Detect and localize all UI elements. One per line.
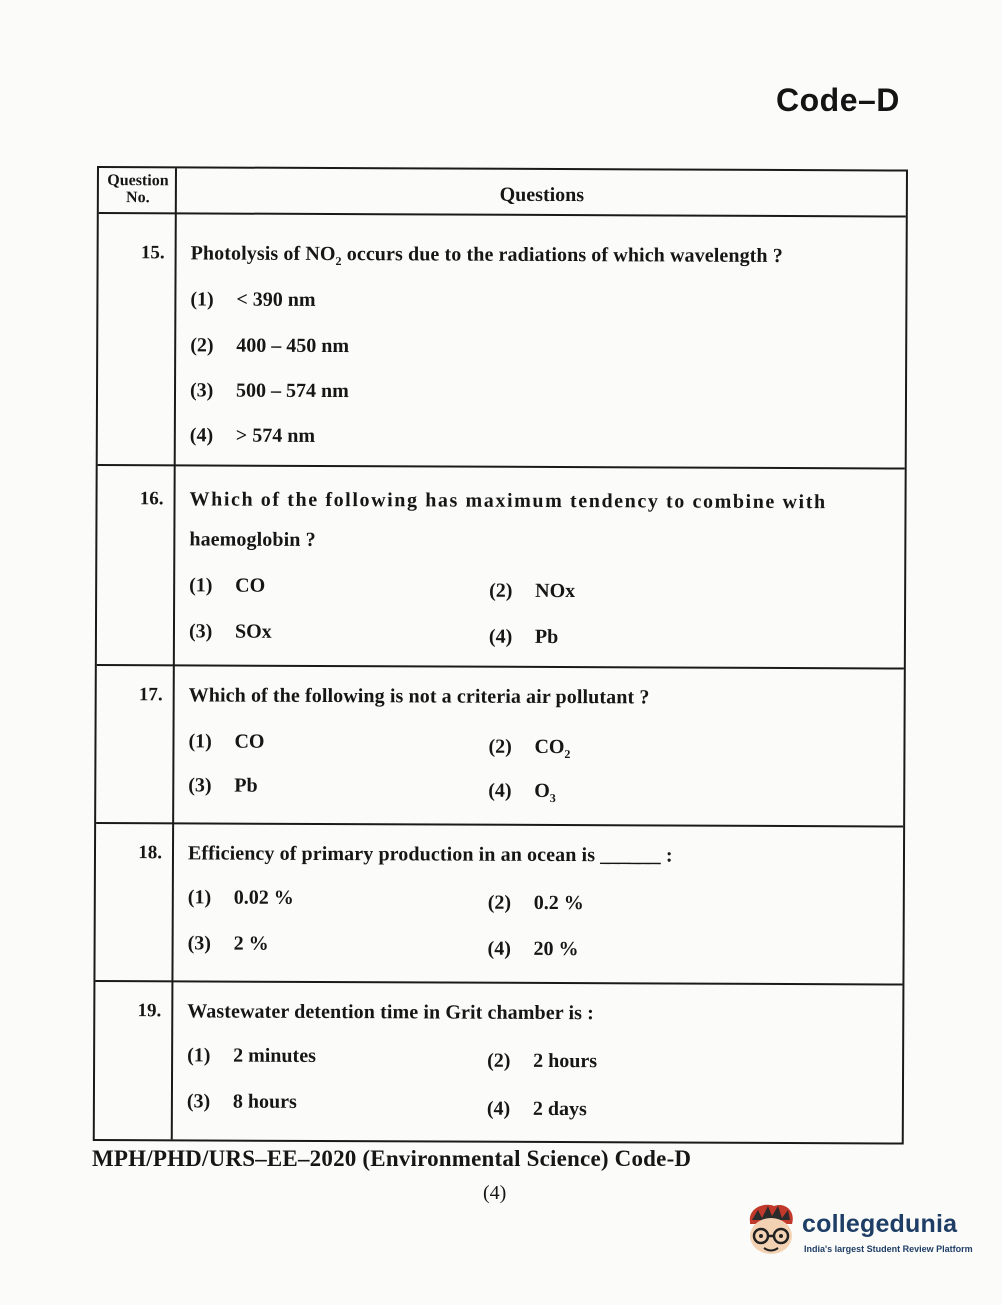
- option-text: 2 minutes: [233, 1044, 316, 1067]
- row-separator: [98, 464, 905, 470]
- option-number: (4): [486, 1097, 511, 1120]
- question-number-17: 17.: [138, 684, 163, 706]
- question-text-16-line1: Which of the following has maximum tendency to combine with: [189, 488, 827, 514]
- question-15-text-pre: Photolysis of NO: [190, 242, 336, 266]
- option-number: (3): [189, 379, 214, 402]
- option-number: (3): [186, 1090, 211, 1113]
- logo-tagline: India's largest Student Review Platform: [804, 1244, 973, 1254]
- logo-brand-name: collegedunia: [802, 1210, 958, 1238]
- option-number: (2): [190, 334, 214, 357]
- question-18-option-3: [188, 932, 269, 955]
- question-17-option-3: [188, 774, 257, 797]
- question-19-option-1: [187, 1044, 316, 1068]
- option-number: (2): [487, 1049, 511, 1072]
- option-number: (1): [190, 288, 214, 311]
- question-17-option-2: [488, 736, 570, 762]
- option-number: (2): [488, 735, 512, 758]
- question-19-option-3: [187, 1090, 297, 1113]
- question-15-option-1: [190, 288, 315, 312]
- option-text: NOx: [535, 579, 576, 603]
- question-16-option-3: [189, 620, 272, 643]
- row-separator: [95, 980, 902, 986]
- option-text: CO: [534, 735, 565, 759]
- question-16-option-1: [189, 574, 265, 597]
- question-text-18: Efficiency of primary production in an ocean is ______ :: [187, 842, 673, 867]
- paper-code-header: Code–D: [776, 82, 900, 118]
- option-number: (1): [187, 1044, 211, 1067]
- collegedunia-logo: [744, 1198, 976, 1266]
- option-number: (3): [188, 774, 212, 797]
- option-number: (4): [488, 779, 512, 802]
- question-number-15: 15.: [140, 242, 165, 264]
- option-number: (1): [189, 574, 213, 597]
- questions-table: [93, 166, 908, 1145]
- question-15-option-2: [190, 334, 349, 358]
- question-text-17: Which of the following is not a criteria air pollutant ?: [188, 684, 650, 709]
- option-number: (3): [187, 932, 211, 955]
- option-text: Pb: [534, 625, 559, 649]
- option-text: 400 – 450 nm: [236, 334, 350, 358]
- question-text-19: Wastewater detention time in Grit chamber is :: [187, 1000, 594, 1025]
- option-number: (4): [487, 937, 511, 960]
- column-header-question-no: [101, 172, 175, 206]
- table-header-row: [99, 168, 906, 218]
- option-text: > 574 nm: [235, 424, 316, 447]
- question-16-option-4: [489, 626, 558, 649]
- question-text-16-line2: haemoglobin ?: [189, 528, 316, 551]
- question-19-option-2: [487, 1050, 597, 1073]
- column-divider: [171, 168, 177, 1139]
- option-text: 0.02 %: [233, 886, 294, 909]
- option-number: (2): [489, 579, 513, 602]
- question-15-text-post: occurs due to the radiations of which wavelength ?: [341, 243, 783, 267]
- option-text: 20 %: [533, 937, 579, 961]
- question-text-15: [191, 242, 783, 271]
- option-number: (3): [188, 620, 213, 643]
- question-number-18: 18.: [138, 842, 163, 864]
- question-18-option-1: [188, 886, 294, 909]
- option-number: (4): [488, 625, 513, 648]
- option-text: < 390 nm: [236, 288, 316, 311]
- question-17-option-1: [188, 730, 264, 753]
- column-header-questions: Questions: [499, 183, 585, 207]
- option-text: 2 %: [233, 932, 269, 955]
- question-number-16: 16.: [139, 488, 164, 510]
- option-number: (4): [189, 424, 214, 447]
- question-15-option-4: [190, 424, 315, 448]
- option-text: CO: [235, 574, 266, 597]
- option-text: O: [534, 779, 550, 802]
- question-number-19: 19.: [137, 1000, 162, 1022]
- option-text: 2 days: [532, 1097, 587, 1121]
- row-separator: [97, 664, 904, 670]
- option-text: 0.2 %: [533, 891, 584, 915]
- option-subscript: 3: [549, 790, 556, 806]
- option-text: CO: [234, 730, 265, 753]
- question-17-option-4: [488, 780, 556, 806]
- option-number: (1): [187, 886, 212, 909]
- option-subscript: 2: [564, 747, 571, 762]
- question-18-option-4: [488, 938, 579, 961]
- option-text: 2 hours: [533, 1049, 598, 1073]
- question-15-option-3: [190, 379, 349, 403]
- option-text: SOx: [234, 620, 272, 643]
- question-15-subscript: 2: [335, 254, 342, 269]
- row-separator: [96, 822, 903, 828]
- question-18-option-2: [488, 892, 584, 915]
- column-header-question-line2: No.: [126, 189, 150, 207]
- option-text: 8 hours: [232, 1090, 297, 1113]
- footer-paper-title: MPH/PHD/URS–EE–2020 (Environmental Science) Code-D: [92, 1146, 692, 1171]
- option-text: 500 – 574 nm: [235, 379, 349, 403]
- option-text: Pb: [234, 774, 258, 797]
- question-19-option-4: [487, 1098, 587, 1121]
- mascot-icon: [744, 1200, 798, 1260]
- column-header-question-line1: Question: [107, 172, 169, 190]
- option-number: (2): [487, 891, 512, 914]
- option-number: (1): [188, 730, 212, 753]
- page-number: (4): [483, 1182, 507, 1204]
- question-16-option-2: [489, 580, 575, 603]
